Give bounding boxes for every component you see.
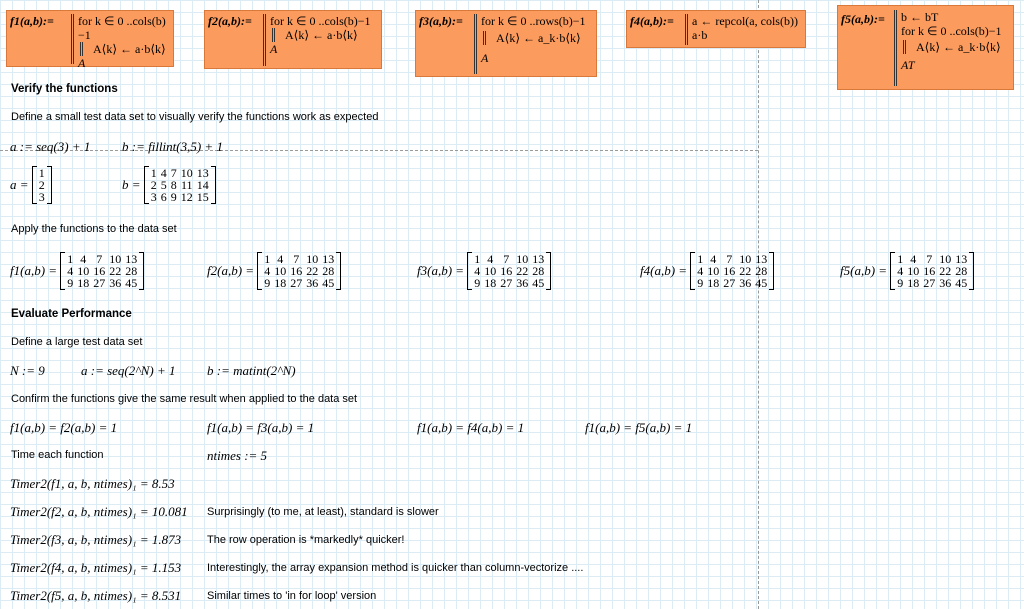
f5-assign: b ← bT [901,10,939,24]
f5-body: A⟨k⟩ ← a_k·b⟨k⟩ [903,40,1002,54]
result-matrix-cell: 22 [109,264,122,278]
result-matrix-cell: 16 [500,264,513,278]
def-ntimes[interactable]: ntimes := 5 [207,448,268,463]
result-matrix-cell: 16 [93,264,106,278]
timer-f1[interactable]: Timer2(f1, a, b, ntimes)₁ = 8.53 [10,476,175,491]
result-matrix-cell: 10 [739,252,752,266]
result-matrix-cell: 9 [474,276,481,290]
result-matrix-cell: 10 [707,264,720,278]
vector-a-cell: 2 [38,178,45,192]
matrix-b-cell: 8 [170,178,177,192]
f3-lhs: f3(a,b):= [419,14,463,28]
result-f2-lhs: f2(a,b) = [207,263,255,278]
eval-b[interactable] [122,166,216,204]
result-matrix-cell: 7 [726,252,733,266]
result-f3-matrix [467,252,551,290]
region-separator [0,150,758,151]
result-matrix-cell: 36 [109,276,122,290]
result-matrix-cell: 4 [487,252,494,266]
result-matrix-cell: 45 [125,276,138,290]
result-matrix-cell: 4 [277,252,284,266]
matrix-b-cell: 14 [196,178,209,192]
result-matrix-cell: 27 [93,276,106,290]
text-define-small: Define a small test data set to visually verify the functions work as expected [11,111,379,123]
function-f3-region[interactable] [415,10,597,77]
matrix-b-cell: 4 [160,166,167,180]
result-matrix-cell: 22 [306,264,319,278]
matrix-b-cell: 2 [150,178,157,192]
comment-f5: Similar times to 'in for loop' version [207,590,377,602]
matrix-b-cell: 15 [196,190,209,204]
result-matrix-cell: 18 [77,276,90,290]
f1-lhs: f1(a,b):= [10,14,54,28]
vector-a-cell: 3 [38,190,45,204]
text-confirm: Confirm the functions give the same result when applied to the data set [11,393,358,405]
result-matrix-cell: 27 [723,276,736,290]
matrix-b-cell: 12 [180,190,193,204]
result-matrix-cell: 10 [484,264,497,278]
result-matrix-cell: 10 [516,252,529,266]
result-f5-lhs: f5(a,b) = [840,263,888,278]
f1-return: A [78,56,86,70]
timer-f2[interactable]: Timer2(f2, a, b, ntimes)₁ = 10.081 [10,504,188,519]
result-matrix-cell: 13 [955,252,968,266]
matrix-b-cell: 7 [170,166,177,180]
result-f4-lhs: f4(a,b) = [640,263,688,278]
result-matrix-cell: 4 [474,264,481,278]
result-matrix-cell: 18 [907,276,920,290]
result-matrix-cell: 4 [264,264,271,278]
function-f5-region[interactable] [837,5,1014,90]
f2-loop: for k ∈ 0 ..cols(b)−1 [270,14,371,28]
result-matrix-cell: 9 [264,276,271,290]
result-matrix-cell: 27 [290,276,303,290]
result-matrix-cell: 10 [274,264,287,278]
result-matrix-cell: 36 [516,276,529,290]
eval-a-lhs: a = [10,177,29,192]
matrix-b-cell: 11 [181,178,193,192]
comment-f4: Interestingly, the array expansion method is quicker than column-vectorize .... [207,562,584,574]
matrix-b-cell: 9 [170,190,177,204]
function-f4-region[interactable] [626,10,806,48]
result-matrix-cell: 16 [723,264,736,278]
result-matrix-cell: 10 [306,252,319,266]
function-f1-region[interactable] [6,10,174,70]
result-f2[interactable] [207,252,341,290]
def-a-large[interactable]: a := seq(2^N) + 1 [81,363,176,378]
matrix-b-cell: 13 [196,166,209,180]
f5-loop: for k ∈ 0 ..cols(b)−1 [901,24,1002,38]
timer-f5[interactable]: Timer2(f5, a, b, ntimes)₁ = 8.531 [10,588,182,603]
result-matrix-cell: 9 [67,276,74,290]
result-matrix-cell: 1 [474,252,481,266]
confirm-f5[interactable]: f1(a,b) = f5(a,b) = 1 [585,420,693,435]
result-matrix-cell: 7 [503,252,510,266]
result-matrix-cell: 13 [125,252,138,266]
result-matrix-cell: 9 [897,276,904,290]
result-f3[interactable] [417,252,551,290]
result-matrix-cell: 10 [939,252,952,266]
f4-assign: a ← repcol(a, cols(b)) [692,14,798,28]
result-f3-lhs: f3(a,b) = [417,263,465,278]
result-matrix-cell: 18 [274,276,287,290]
matrix-b-cell: 3 [150,190,157,204]
result-matrix-cell: 7 [96,252,103,266]
timer-f3[interactable]: Timer2(f3, a, b, ntimes)₁ = 1.873 [10,532,182,547]
result-matrix-cell: 22 [739,264,752,278]
comment-f2: Surprisingly (to me, at least), standard is slower [207,506,439,518]
result-matrix-cell: 9 [697,276,704,290]
result-matrix-cell: 28 [322,264,335,278]
result-matrix-cell: 18 [484,276,497,290]
result-matrix-cell: 7 [293,252,300,266]
result-matrix-cell: 10 [77,264,90,278]
matrix-b-cell: 5 [160,178,167,192]
result-matrix-cell: 36 [739,276,752,290]
f2-body: A⟨k⟩ ← a·b⟨k⟩ [272,28,371,42]
result-f5[interactable] [840,252,974,290]
result-matrix-cell: 4 [910,252,917,266]
matrix-b-cell: 1 [150,166,157,180]
confirm-f4[interactable]: f1(a,b) = f4(a,b) = 1 [417,420,525,435]
result-f1-lhs: f1(a,b) = [10,263,58,278]
result-matrix-cell: 4 [897,264,904,278]
result-matrix-cell: 36 [306,276,319,290]
f5-return: AT [901,58,915,72]
text-time-each: Time each function [11,449,104,461]
f5-lhs: f5(a,b):= [841,12,885,26]
confirm-f2[interactable]: f1(a,b) = f2(a,b) = 1 [10,420,118,435]
result-f5-matrix [890,252,974,290]
result-f4[interactable] [640,252,774,290]
result-matrix-cell: 27 [500,276,513,290]
def-N[interactable]: N := 9 [10,363,45,378]
result-matrix-cell: 13 [322,252,335,266]
result-f4-matrix [690,252,774,290]
f3-body: A⟨k⟩ ← a_k·b⟨k⟩ [483,31,586,45]
result-matrix-cell: 27 [923,276,936,290]
result-matrix-cell: 13 [755,252,768,266]
confirm-f3[interactable]: f1(a,b) = f3(a,b) = 1 [207,420,315,435]
result-matrix-cell: 1 [897,252,904,266]
f1-loop: for k ∈ 0 ..cols(b)−1 [78,14,166,42]
result-matrix-cell: 16 [290,264,303,278]
text-define-large: Define a large test data set [11,336,143,348]
result-f1[interactable] [10,252,144,290]
result-matrix-cell: 4 [710,252,717,266]
result-matrix-cell: 1 [67,252,74,266]
eval-a[interactable] [10,166,52,204]
matrix-b [144,166,216,204]
timer-f4[interactable]: Timer2(f4, a, b, ntimes)₁ = 1.153 [10,560,182,575]
vector-a-cell: 1 [38,166,45,180]
result-matrix-cell: 7 [926,252,933,266]
heading-verify: Verify the functions [11,83,118,95]
function-f2-region[interactable] [204,10,382,69]
result-matrix-cell: 45 [755,276,768,290]
result-matrix-cell: 22 [516,264,529,278]
comment-f3: The row operation is *markedly* quicker! [207,534,405,546]
f2-return: A [270,42,278,56]
result-matrix-cell: 45 [955,276,968,290]
result-matrix-cell: 10 [109,252,122,266]
result-matrix-cell: 1 [264,252,271,266]
f3-loop: for k ∈ 0 ..rows(b)−1 [481,14,586,28]
page-break-line [758,0,759,609]
matrix-b-cell: 10 [180,166,193,180]
f4-lhs: f4(a,b):= [630,14,674,28]
result-matrix-cell: 28 [755,264,768,278]
heading-evaluate: Evaluate Performance [11,308,132,320]
f4-body: a·b [692,28,708,42]
result-matrix-cell: 45 [532,276,545,290]
result-matrix-cell: 28 [955,264,968,278]
result-matrix-cell: 16 [923,264,936,278]
result-matrix-cell: 4 [697,264,704,278]
text-apply: Apply the functions to the data set [11,223,177,235]
vector-a [32,166,52,204]
result-matrix-cell: 18 [707,276,720,290]
def-b-small[interactable]: b := fillint(3,5) + 1 [122,139,223,154]
result-matrix-cell: 36 [939,276,952,290]
f1-body: A⟨k⟩ ← a·b⟨k⟩ [80,42,173,56]
result-matrix-cell: 28 [532,264,545,278]
result-f2-matrix [257,252,341,290]
eval-b-lhs: b = [122,177,141,192]
matrix-b-cell: 6 [160,190,167,204]
result-matrix-cell: 4 [67,264,74,278]
result-matrix-cell: 13 [532,252,545,266]
result-matrix-cell: 22 [939,264,952,278]
result-matrix-cell: 4 [80,252,87,266]
result-matrix-cell: 45 [322,276,335,290]
result-matrix-cell: 28 [125,264,138,278]
result-matrix-cell: 10 [907,264,920,278]
result-matrix-cell: 1 [697,252,704,266]
def-b-large[interactable]: b := matint(2^N) [207,363,296,378]
f3-return: A [481,51,489,65]
result-f1-matrix [60,252,144,290]
def-a-small[interactable]: a := seq(3) + 1 [10,139,91,154]
f2-lhs: f2(a,b):= [208,14,252,28]
